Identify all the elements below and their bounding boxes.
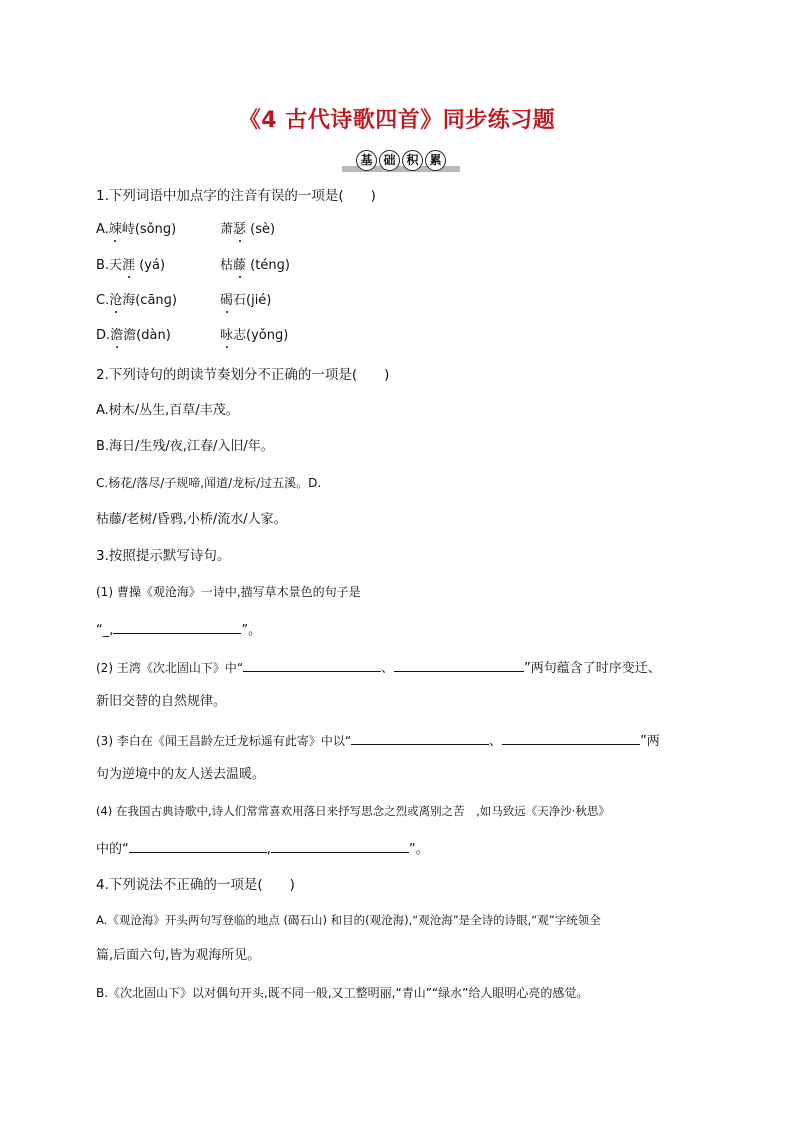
- q3-part-2-prompt: (2) 王湾《次北固山下》中“ 、 ”两句蕴含了时序变迁、: [96, 657, 661, 678]
- q2-option-d: 枯藤/老树/昏鸦,小桥/流水/人家。: [96, 512, 287, 527]
- document-title: 《4 古代诗歌四首》同步练习题: [238, 108, 556, 133]
- fill-blank[interactable]: [243, 657, 381, 672]
- q1-option-a-right: 萧瑟 (sè): [220, 222, 276, 237]
- q1-option-c-left: C.沧海(cānɡ): [96, 293, 177, 308]
- q1-option-a-left: A.竦峙(sǒnɡ): [96, 222, 177, 237]
- q4-option-b: B.《次北固山下》以对偶句开头,既不同一般,又工整明丽,“青山”“绿水”给人眼明心亮的感觉。: [96, 986, 589, 1000]
- q3-part-1-prompt: (1) 曹操《观沧海》一诗中,描写草木景色的句子是: [96, 585, 361, 599]
- q1-option-c-right: 碣石(jié): [220, 293, 272, 308]
- fill-blank[interactable]: [129, 838, 267, 853]
- fill-blank[interactable]: [394, 657, 524, 672]
- q4-option-a-line-1: A.《观沧海》开头两句写登临的地点 (碣石山) 和目的(观沧海),“观沧海”是全诗的诗眼,“观”字统领全: [96, 913, 601, 927]
- fill-blank[interactable]: [113, 619, 241, 634]
- q1-option-d-right: 咏志(yǒnɡ): [220, 328, 289, 343]
- fill-blank[interactable]: [271, 838, 409, 853]
- fill-blank[interactable]: [502, 730, 640, 745]
- q2-option-b: B.海日/生残/夜,江春/入旧/年。: [96, 439, 274, 454]
- section-tag-char: 础: [379, 150, 400, 171]
- question-4-stem: 4.下列说法不正确的一项是( ): [96, 877, 295, 893]
- section-tag-char: 累: [425, 150, 446, 171]
- section-tag-char: 积: [402, 150, 423, 171]
- q3-part-2-continued: 新旧交替的自然规律。: [96, 694, 227, 709]
- q1-option-b-right: 枯藤 (ténɡ): [220, 258, 290, 273]
- section-tag-char: 基: [356, 150, 377, 171]
- question-2-stem: 2.下列诗句的朗读节奏划分不正确的一项是( ): [96, 367, 390, 383]
- q3-part-4-prompt: (4) 在我国古典诗歌中,诗人们常常喜欢用落日来抒写思念之烈或离别之苦 ,如马致远《天净沙·秋思》: [96, 804, 610, 818]
- q3-part-4-answer: 中的“ , ”。: [96, 838, 429, 859]
- q2-option-a: A.树木/丛生,百草/丰茂。: [96, 403, 239, 418]
- q2-option-c: C.杨花/落尽/子规啼,闻道/龙标/过五溪。D.: [96, 476, 322, 490]
- question-3-stem: 3.按照提示默写诗句。: [96, 548, 231, 564]
- q3-part-1-answer: “_, ”。: [96, 619, 261, 640]
- q1-option-d-left: D.澹澹(dàn): [96, 328, 171, 343]
- q4-option-a-line-2: 篇,后面六句,皆为观海所见。: [96, 948, 261, 963]
- q1-option-b-left: B.天涯 (yá): [96, 258, 166, 273]
- section-tag-basic-accumulation: [342, 150, 460, 172]
- q3-part-3-continued: 句为逆境中的友人送去温暖。: [96, 767, 266, 782]
- question-1-stem: 1.下列词语中加点字的注音有误的一项是( ): [96, 188, 376, 204]
- fill-blank[interactable]: [351, 730, 489, 745]
- q3-part-3-prompt: (3) 李白在《闻王昌龄左迁龙标遥有此寄》中以“ 、 ”两: [96, 730, 660, 751]
